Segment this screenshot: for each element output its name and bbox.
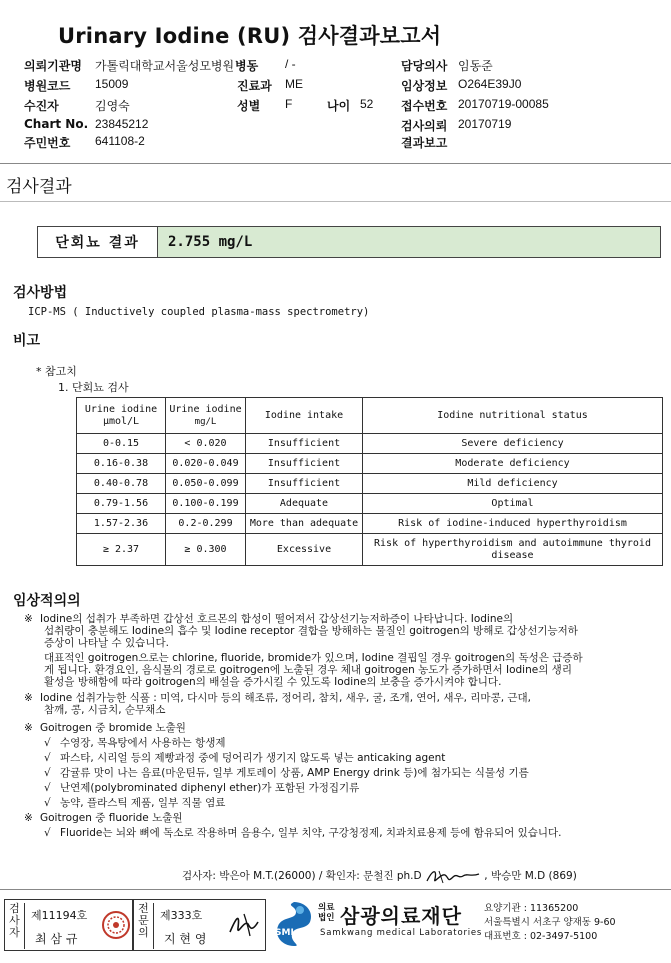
- seal-icon: [101, 910, 131, 940]
- check-icon: √: [44, 797, 51, 809]
- table-cell: Insufficient: [246, 474, 363, 494]
- corp-type-line-1: 의료: [318, 903, 335, 913]
- label-report-date: 결과보고: [401, 136, 448, 150]
- examiner-name: 최 삼 규: [35, 932, 78, 946]
- table-row: [77, 434, 663, 454]
- clinical-para-1-line-2: 섭취량이 충분해도 Iodine의 흡수 및 Iodine receptor 결합을 방해하는 물질인 goitrogen의 방해로 갑상선기능저하: [44, 625, 578, 637]
- signature-icon: [425, 865, 481, 887]
- list-item: √ 수영장, 목욕탕에서 사용하는 항생제: [44, 737, 226, 749]
- table-cell: ≥ 2.37: [77, 534, 166, 566]
- footer-divider: [0, 889, 671, 890]
- reference-mark-icon: ※: [24, 692, 33, 704]
- value-receipt-no: 20170719-00085: [458, 97, 549, 111]
- method-title: 검사방법: [13, 285, 68, 301]
- clinical-para-1-line-4: 대표적인 goitrogen으로는 chlorine, fluoride, bromide가 있으며, Iodine 결핍일 경우 goitrogen의 독성은 급증하: [44, 652, 583, 664]
- value-age: 52: [360, 97, 374, 111]
- report-title: Urinary Iodine (RU) 검사결과보고서: [58, 24, 442, 48]
- list-item: √ 농약, 플라스틱 제품, 일부 직물 염료: [44, 797, 226, 809]
- clinical-para-2-line-2: 참깨, 콩, 시금치, 순무채소: [44, 704, 166, 716]
- table-cell: Mild deficiency: [363, 474, 663, 494]
- specialist-license-box: [133, 899, 266, 951]
- table-cell: 0.020-0.049: [166, 454, 246, 474]
- value-sex: F: [285, 97, 293, 111]
- examiner-license-no: 제11194호: [31, 909, 88, 922]
- table-row: [77, 534, 663, 566]
- table-row: [77, 494, 663, 514]
- table-cell: Moderate deficiency: [363, 454, 663, 474]
- clinical-fluoride-title: ※ Goitrogen 중 fluoride 노출원: [24, 812, 183, 824]
- check-icon: √: [44, 737, 51, 749]
- examiner-license-box: [4, 899, 133, 951]
- check-icon: √: [44, 767, 51, 779]
- signoff-examiner: 검사자: 박은아 M.T.(26000) / 확인자: 문철진 ph.D: [182, 870, 422, 882]
- reference-title: * 참고치: [36, 365, 77, 378]
- table-cell: 0-0.15: [77, 434, 166, 454]
- label-age: 나이: [327, 99, 351, 113]
- check-icon: √: [44, 752, 51, 764]
- corp-type-line-2: 법인: [318, 913, 335, 923]
- table-cell: Optimal: [363, 494, 663, 514]
- label-clinical-info: 임상정보: [401, 79, 448, 93]
- clinical-para-1-line-3: 증상이 나타날 수 있습니다.: [44, 637, 169, 649]
- value-clinical-info: O264E39J0: [458, 77, 522, 91]
- clinical-bromide-title: ※ Goitrogen 중 bromide 노출원: [24, 722, 186, 734]
- clinical-para-2-line-1: ※ Iodine 섭취가능한 식품 : 미역, 다시마 등의 해조류, 정어리, 참치, 새우, 굴, 조개, 연어, 새우, 리마콩, 근대,: [24, 692, 532, 704]
- value-hospital-code: 15009: [95, 77, 129, 91]
- table-cell: Insufficient: [246, 434, 363, 454]
- clinical-para-1-line-1: ※ Iodine의 섭취가 부족하면 갑상선 호르몬의 합성이 떨어져서 갑상선기능저하증이 나타납니다. Iodine의: [24, 613, 514, 625]
- signoff-line: [182, 865, 577, 887]
- table-cell: 0.050-0.099: [166, 474, 246, 494]
- table-cell: 0.40-0.78: [77, 474, 166, 494]
- label-doctor: 담당의사: [401, 59, 448, 73]
- table-cell: Insufficient: [246, 454, 363, 474]
- specialist-license-label: 전문의: [134, 903, 154, 949]
- table-row: [77, 474, 663, 494]
- table-header-status: Iodine nutritional status: [363, 398, 663, 434]
- lab-phone: 대표번호 : 02-3497-5100: [484, 931, 598, 942]
- signature-icon: [226, 908, 262, 942]
- sml-badge: SML: [275, 928, 297, 938]
- examiner-license-label: 검사자: [5, 903, 25, 949]
- reference-mark-icon: ※: [24, 722, 33, 734]
- specialist-name: 지 현 영: [164, 932, 207, 946]
- brand-english-name: Samkwang medical Laboratories: [320, 928, 483, 938]
- table-cell: < 0.020: [166, 434, 246, 454]
- label-sex: 성별: [237, 99, 261, 113]
- value-requesting-institution: 가톨릭대학교서울성모병원: [95, 59, 235, 73]
- clinical-para-1-line-6: 활성을 방해함에 따라 goitrogen의 배설을 증가시킬 수 있도록 Iodine의 보충을 증가시켜야 합니다.: [44, 676, 502, 688]
- sml-logo-icon: [272, 900, 316, 948]
- label-ward: 병동: [235, 59, 259, 73]
- value-doctor: 임동준: [458, 59, 493, 73]
- list-item: √ 난연제(polybrominated diphenyl ether)가 포함된 가정집기류: [44, 782, 360, 794]
- signoff-doctor: , 박승만 M.D (869): [484, 870, 577, 882]
- label-department: 진료과: [237, 79, 272, 93]
- table-row: [77, 454, 663, 474]
- label-receipt-no: 접수번호: [401, 99, 448, 113]
- value-resident-no: 641108-2: [95, 134, 145, 148]
- value-ward: / -: [285, 57, 296, 71]
- table-cell: 0.79-1.56: [77, 494, 166, 514]
- value-request-date: 20170719: [458, 117, 512, 131]
- list-item: √ 감귤류 맛이 나는 음료(마운틴듀, 일부 게토레이 상품, AMP Energy drink 등)에 첨가되는 식물성 기름: [44, 767, 529, 779]
- remarks-title: 비고: [13, 333, 41, 349]
- reference-subtitle: 1. 단회뇨 검사: [58, 381, 129, 394]
- table-cell: ≥ 0.300: [166, 534, 246, 566]
- table-cell: Risk of hyperthyroidism and autoimmune thyroid disease: [363, 534, 663, 566]
- reference-mark-icon: ※: [24, 812, 33, 824]
- specialist-license-no: 제333호: [160, 909, 203, 922]
- clinical-title: 임상적의의: [13, 593, 81, 609]
- brand-name: 삼광의료재단: [340, 904, 462, 928]
- result-label: 단회뇨 결과: [38, 227, 158, 257]
- table-cell: More than adequate: [246, 514, 363, 534]
- table-cell: 0.2-0.299: [166, 514, 246, 534]
- result-box: [37, 226, 661, 258]
- label-patient: 수진자: [24, 99, 59, 113]
- table-cell: Risk of iodine-induced hyperthyroidism: [363, 514, 663, 534]
- value-department: ME: [285, 77, 303, 91]
- table-cell: Adequate: [246, 494, 363, 514]
- method-text: ICP-MS ( Inductively coupled plasma-mass spectrometry): [28, 306, 370, 318]
- label-request-date: 검사의뢰: [401, 119, 448, 133]
- table-cell: Excessive: [246, 534, 363, 566]
- lab-institution-code: 요양기관 : 11365200: [484, 903, 579, 914]
- table-header-row: [77, 398, 663, 434]
- result-divider: [0, 201, 671, 202]
- table-header-intake: Iodine intake: [246, 398, 363, 434]
- clinical-para-1-line-5: 게 됩니다. 환경요인, 음식물의 경로로 goitrogen에 노출된 경우 체내 goitrogen 농도가 증가하면서 Iodine의 생리: [44, 664, 572, 676]
- header-divider: [0, 163, 671, 164]
- check-icon: √: [44, 827, 51, 839]
- table-header-mgl: Urine iodine mg/L: [166, 398, 246, 434]
- label-chart-no: Chart No.: [24, 117, 89, 131]
- table-cell: 0.16-0.38: [77, 454, 166, 474]
- table-header-umol: Urine iodine μmol/L: [77, 398, 166, 434]
- label-requesting-institution: 의뢰기관명: [24, 59, 82, 73]
- corp-type: [318, 903, 334, 923]
- label-hospital-code: 병원코드: [24, 79, 71, 93]
- check-icon: √: [44, 782, 51, 794]
- table-cell: Severe deficiency: [363, 434, 663, 454]
- reference-mark-icon: ※: [24, 613, 33, 625]
- list-item: √ Fluoride는 뇌와 뼈에 독소로 작용하며 음용수, 일부 치약, 구강청정제, 치과치료용제 등에 함유되어 있습니다.: [44, 827, 562, 839]
- table-cell: 1.57-2.36: [77, 514, 166, 534]
- value-chart-no: 23845212: [95, 117, 149, 131]
- reference-table: [76, 397, 663, 566]
- label-resident-no: 주민번호: [24, 136, 71, 150]
- table-cell: 0.100-0.199: [166, 494, 246, 514]
- lab-contact-info: [484, 902, 616, 944]
- lab-address: 서울특별시 서초구 양재동 9-60: [484, 917, 616, 928]
- result-section-title: 검사결과: [6, 177, 72, 197]
- result-value: 2.755 mg/L: [158, 227, 660, 257]
- table-row: [77, 514, 663, 534]
- value-patient: 김영숙: [95, 99, 130, 113]
- list-item: √ 파스타, 시리얼 등의 제빵과정 중에 덩어리가 생기지 않도록 넣는 anticaking agent: [44, 752, 446, 764]
